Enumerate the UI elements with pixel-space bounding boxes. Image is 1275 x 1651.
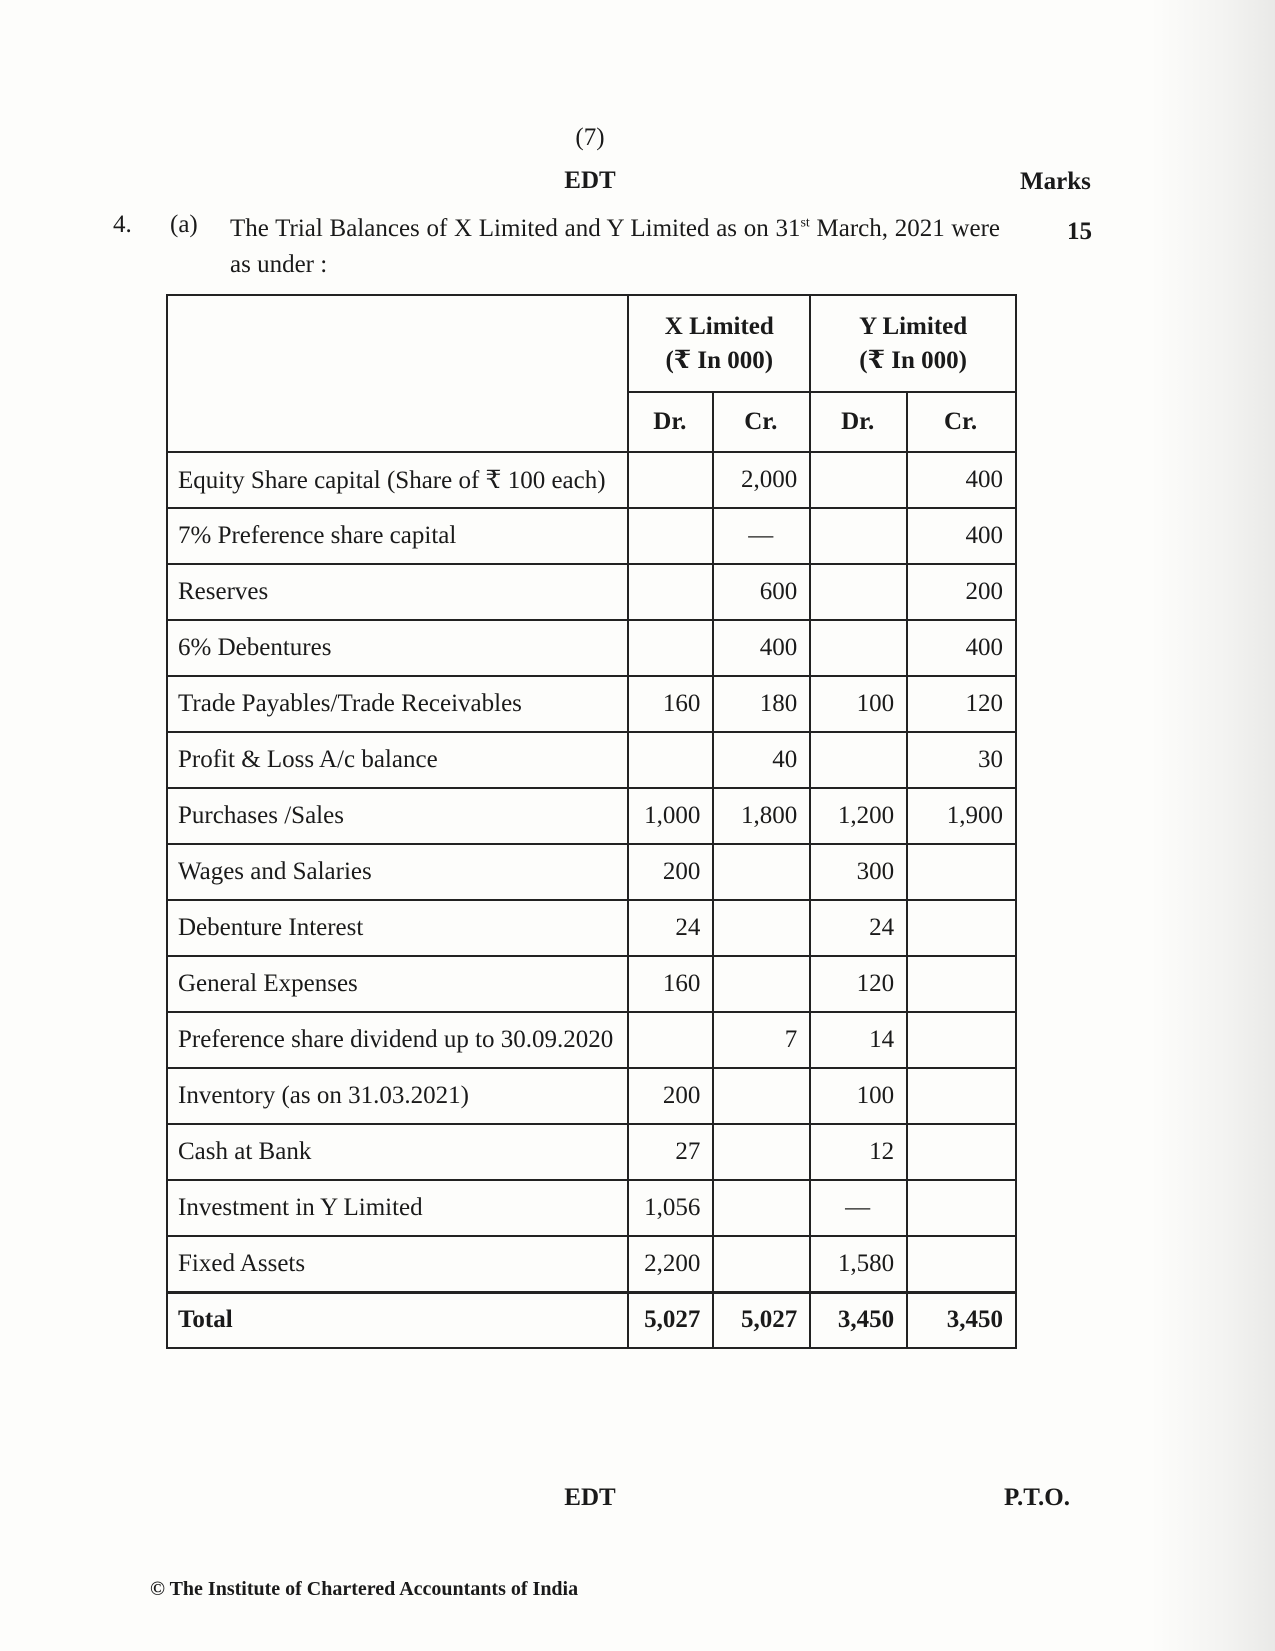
paper-shadow bbox=[1150, 0, 1275, 1651]
table-row bbox=[167, 844, 1016, 900]
x-cr-cell: 7 bbox=[713, 1012, 810, 1068]
table-row bbox=[167, 732, 1016, 788]
row-label: Reserves bbox=[167, 564, 628, 620]
x-cr-cell: 400 bbox=[713, 620, 810, 676]
y-cr-cell bbox=[907, 1124, 1016, 1180]
y-dr-cell: 12 bbox=[810, 1124, 907, 1180]
row-label: Debenture Interest bbox=[167, 900, 628, 956]
table-row bbox=[167, 900, 1016, 956]
row-label: Inventory (as on 31.03.2021) bbox=[167, 1068, 628, 1124]
x-dr-cell: 160 bbox=[628, 676, 713, 732]
paper-code-footer: EDT bbox=[564, 1484, 616, 1511]
x-cr-cell: 40 bbox=[713, 732, 810, 788]
trial-balance-table bbox=[166, 294, 1017, 1349]
table-row bbox=[167, 1068, 1016, 1124]
y-cr-cell bbox=[907, 1236, 1016, 1292]
question-marks: 15 bbox=[1067, 218, 1092, 245]
y-dr-cell: 100 bbox=[810, 676, 907, 732]
y-cr-cell: 1,900 bbox=[907, 788, 1016, 844]
total-x-dr-cell: 5,027 bbox=[628, 1292, 713, 1348]
row-label: Purchases /Sales bbox=[167, 788, 628, 844]
y-cr-cell bbox=[907, 1068, 1016, 1124]
x-cr-cell bbox=[713, 1236, 810, 1292]
x-cr-cell bbox=[713, 1124, 810, 1180]
row-label: Fixed Assets bbox=[167, 1236, 628, 1292]
marks-column-label: Marks bbox=[1020, 168, 1091, 195]
row-label: Cash at Bank bbox=[167, 1124, 628, 1180]
row-label: General Expenses bbox=[167, 956, 628, 1012]
x-dr-cell: 27 bbox=[628, 1124, 713, 1180]
y-dr-cell: 14 bbox=[810, 1012, 907, 1068]
y-dr-cell: 24 bbox=[810, 900, 907, 956]
y-cr-cell: 120 bbox=[907, 676, 1016, 732]
y-cr-cell: 400 bbox=[907, 452, 1016, 508]
table-row bbox=[167, 452, 1016, 508]
y-dr-cell bbox=[810, 452, 907, 508]
total-row bbox=[167, 1292, 1016, 1348]
y-cr-cell: 400 bbox=[907, 508, 1016, 564]
table-row bbox=[167, 564, 1016, 620]
header-blank-cell bbox=[167, 295, 628, 452]
x-dr-cell: 160 bbox=[628, 956, 713, 1012]
y-cr-cell: 30 bbox=[907, 732, 1016, 788]
y-dr-cell: 300 bbox=[810, 844, 907, 900]
y-cr-cell bbox=[907, 1012, 1016, 1068]
x-cr-header: Cr. bbox=[713, 392, 810, 452]
y-cr-cell bbox=[907, 844, 1016, 900]
y-dr-cell bbox=[810, 732, 907, 788]
table-row bbox=[167, 1124, 1016, 1180]
x-cr-cell bbox=[713, 844, 810, 900]
x-dr-cell: 2,200 bbox=[628, 1236, 713, 1292]
x-dr-cell bbox=[628, 732, 713, 788]
question-part: (a) bbox=[170, 211, 198, 238]
total-y-cr-cell: 3,450 bbox=[907, 1292, 1016, 1348]
x-dr-header: Dr. bbox=[628, 392, 713, 452]
row-label: Equity Share capital (Share of ₹ 100 each) bbox=[167, 452, 628, 508]
y-dr-cell: 1,580 bbox=[810, 1236, 907, 1292]
row-label: Investment in Y Limited bbox=[167, 1180, 628, 1236]
x-dr-cell bbox=[628, 620, 713, 676]
x-cr-cell: — bbox=[713, 508, 810, 564]
y-cr-cell: 200 bbox=[907, 564, 1016, 620]
table-header-row bbox=[167, 295, 1016, 392]
x-dr-cell bbox=[628, 564, 713, 620]
y-dr-cell: 1,200 bbox=[810, 788, 907, 844]
row-label: Profit & Loss A/c balance bbox=[167, 732, 628, 788]
table-row bbox=[167, 956, 1016, 1012]
row-label: 7% Preference share capital bbox=[167, 508, 628, 564]
y-dr-cell: — bbox=[810, 1180, 907, 1236]
x-dr-cell: 200 bbox=[628, 1068, 713, 1124]
row-label: Preference share dividend up to 30.09.2020 bbox=[167, 1012, 628, 1068]
y-dr-cell bbox=[810, 620, 907, 676]
copyright-notice: © The Institute of Chartered Accountants of India bbox=[150, 1578, 579, 1600]
x-cr-cell bbox=[713, 900, 810, 956]
table-row bbox=[167, 620, 1016, 676]
y-dr-cell bbox=[810, 564, 907, 620]
question-text: The Trial Balances of X Limited and Y Limited as on 31st March, 2021 were as under : bbox=[230, 215, 1000, 278]
table-row bbox=[167, 788, 1016, 844]
x-dr-cell bbox=[628, 1012, 713, 1068]
y-cr-cell bbox=[907, 900, 1016, 956]
x-cr-cell: 1,800 bbox=[713, 788, 810, 844]
row-label: Trade Payables/Trade Receivables bbox=[167, 676, 628, 732]
table-row bbox=[167, 1012, 1016, 1068]
y-dr-header: Dr. bbox=[810, 392, 907, 452]
total-label: Total bbox=[167, 1292, 628, 1348]
x-cr-cell: 600 bbox=[713, 564, 810, 620]
page-number: (7) bbox=[575, 124, 605, 151]
table-row bbox=[167, 508, 1016, 564]
paper-code-header: EDT bbox=[564, 167, 616, 194]
x-dr-cell: 1,000 bbox=[628, 788, 713, 844]
table-row bbox=[167, 1180, 1016, 1236]
total-y-dr-cell: 3,450 bbox=[810, 1292, 907, 1348]
header-y-limited: Y Limited (₹ In 000) bbox=[810, 295, 1016, 392]
x-cr-cell: 2,000 bbox=[713, 452, 810, 508]
x-cr-cell: 180 bbox=[713, 676, 810, 732]
x-dr-cell bbox=[628, 452, 713, 508]
y-cr-header: Cr. bbox=[907, 392, 1016, 452]
y-cr-cell bbox=[907, 1180, 1016, 1236]
y-cr-cell bbox=[907, 956, 1016, 1012]
question-number: 4. bbox=[113, 211, 132, 238]
table-row bbox=[167, 676, 1016, 732]
x-dr-cell: 200 bbox=[628, 844, 713, 900]
x-dr-cell: 24 bbox=[628, 900, 713, 956]
x-cr-cell bbox=[713, 1180, 810, 1236]
y-cr-cell: 400 bbox=[907, 620, 1016, 676]
y-dr-cell: 120 bbox=[810, 956, 907, 1012]
header-x-limited: X Limited (₹ In 000) bbox=[628, 295, 810, 392]
row-label: 6% Debentures bbox=[167, 620, 628, 676]
total-x-cr-cell: 5,027 bbox=[713, 1292, 810, 1348]
row-label: Wages and Salaries bbox=[167, 844, 628, 900]
x-dr-cell bbox=[628, 508, 713, 564]
x-cr-cell bbox=[713, 956, 810, 1012]
y-dr-cell bbox=[810, 508, 907, 564]
y-dr-cell: 100 bbox=[810, 1068, 907, 1124]
please-turn-over: P.T.O. bbox=[1004, 1484, 1070, 1511]
x-dr-cell: 1,056 bbox=[628, 1180, 713, 1236]
x-cr-cell bbox=[713, 1068, 810, 1124]
table-row bbox=[167, 1236, 1016, 1292]
